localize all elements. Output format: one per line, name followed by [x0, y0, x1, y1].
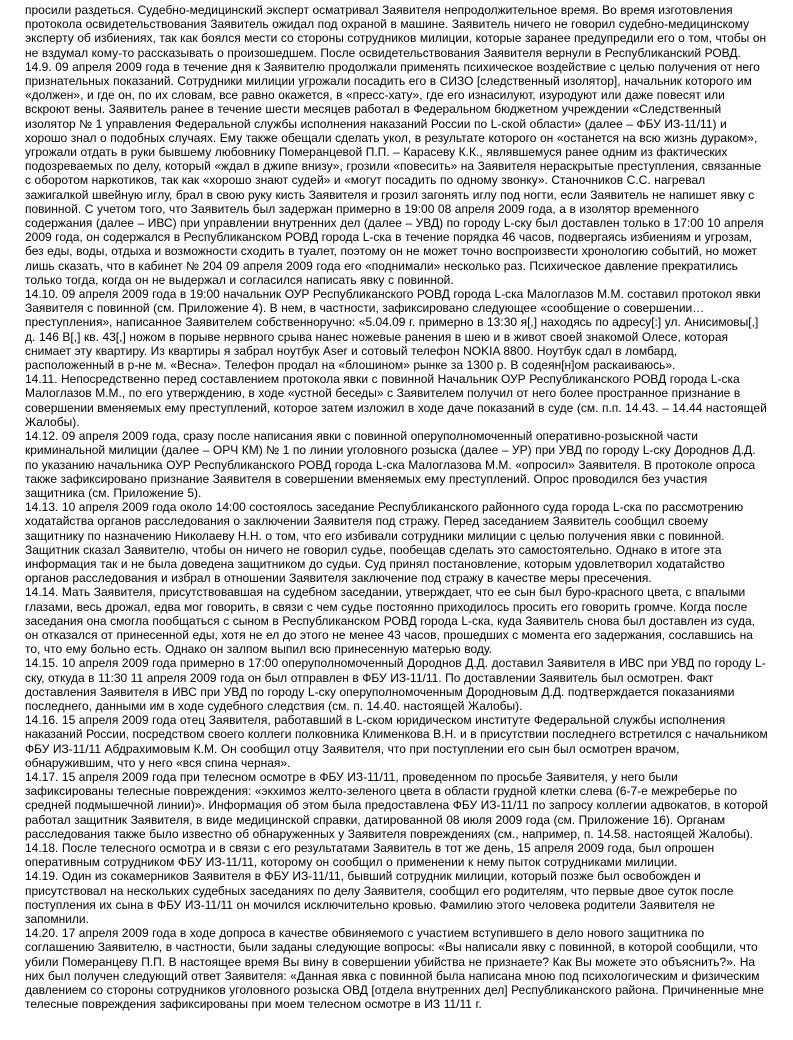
paragraph-14-9: 14.9. 09 апреля 2009 года в течение дня к Заявителю продолжали применять психическое воздействие с целью получения от него признательных показаний. Сотрудники милиции угрожали посадить его в СИЗО [следственный изолятор], начальник которого им «должен», и где он, по их словам, все равно окажется, в «пресс-хату», где его изнасилуют, изуродуют или даже повесят или вскроют вены. Заявитель ранее в течение шести месяцев работал в Федеральном бюджетном учреждении «Следственный изолятор № 1 управления Федеральной службы исполнения наказаний России по L-ской области» (далее – ФБУ ИЗ-11/11) и хорошо знал о подобных случаях. Ему также обещали сделать укол, в результате которого он «останется на всю жизнь дураком», угрожали отдать в руки бывшему любовнику Померанцевой П.П. – Карасеву К.К., являвшемуся ранее одним из фактических подозреваемых по делу, который «ждал в джипе внизу», грозили «повесить» на Заявителя нераскрытые преступления, связанные с оборотом наркотиков, так как «хорошо знают судей» и «могут посадить по одному звонку». Станочников С.С. нагревал зажигалкой швейную иглу, брал в свою руку кисть Заявителя и грозил загонять иглу под ногти, если Заявитель не напишет явку с повинной. С учетом того, что Заявитель был задержан примерно в 19:00 08 апреля 2009 года, а в изолятор временного содержания (далее – ИВС) при управлении внутренних дел (далее – УВД) по городу L-ску был доставлен только в 17:00 10 апреля 2009 года, он содержался в Республиканском РОВД города L-ска в течение порядка 46 часов, подвергаясь избиениям и угрозам, без еды, воды, отдыха и возможности сходить в туалет, поэтому он не может точно воспроизвести хронологию событий, но может лишь сказать, что в кабинет № 204 09 апреля 2009 года его «поднимали» несколько раз. Психическое давление прекратились только тогда, когда он не выдержал и согласился написать явку с повинной. [25, 59, 764, 287]
paragraph-continuation: просили раздеться. Судебно-медицинский эксперт осматривал Заявителя непродолжительное время. Во время изготовления протокола освидетельствования Заявитель ожидал под охраной в машине. Заявитель ничего не говорил судебно-медицинскому эксперту об избиениях, так как боялся мести со стороны сотрудников милиции, которые заранее предупредили его о том, чтобы он не вздумал кому-то рассказывать о произошедшем. После освидетельствования Заявителя вернули в Республиканский РОВД. [25, 3, 767, 60]
paragraph-14-10: 14.10. 09 апреля 2009 года в 19:00 начальник ОУР Республиканского РОВД города L-ска Малоглазов М.М. составил протокол явки Заявителя с повинной (см. Приложение 4). В нем, в частности, зафиксировано следующее «сообщение о совершении… преступления», написанное Заявителем собственноручно: «5.04.09 г. примерно в 13:30 я[,] находясь по адресу[:] ул. Анисимовы[,] д. 146 В[,] кв. 43[,] ножом в порыве нервного срыва нанес ножевые ранения в шею и в живот своей знакомой Олесе, которая снимает эту квартиру. Из квартиры я забрал ноутбук Aser и сотовый телефон NOKIA 8800. Ноутбук сдал в ломбард, расположенный в р-не м. «Весна». Телефон продал на «блошином» рынке за 1300 р. В содеян[н]ом раскаиваюсь». [25, 287, 761, 373]
paragraph-14-17: 14.17. 15 апреля 2009 года при телесном осмотре в ФБУ ИЗ-11/11, проведенном по просьбе Заявителя, у него были зафиксированы телесные повреждения: «экхимоз желто-зеленого цвета в области грудной клетки слева (6-7-е межреберье по средней подмышечной линии)». Информация об этом была предоставлена ФБУ ИЗ-11/11 по запросу коллегии адвокатов, в которой работал защитник Заявителя, в виде медицинской справки, датированной 08 июля 2009 года (см. Приложение 16). Органам расследования также было известно об обнаруженных у Заявителя повреждениях (см., например, п. 14.58. настоящей Жалобы). [25, 769, 768, 841]
paragraph-14-20: 14.20. 17 апреля 2009 года в ходе допроса в качестве обвиняемого с участием вступившего в дело нового защитника по соглашению Заявителю, в частности, были заданы следующие вопросы: «Вы написали явку с повинной, в которой сообщили, что убили Померанцеву П.П. В настоящее время Вы вину в совершении убийства не признаете? Как Вы можете это объяснить?». На них был получен следующий ответ Заявителя: «Данная явка с повинной была написана мною под психологическим и физическим давлением со стороны сотрудников уголовного розыска ОВД [отдела внутренних дел] Республиканского района. Причиненные мне телесные повреждения зафиксированы при моем телесном осмотре в ИЗ 11/11 г. [25, 926, 764, 1012]
paragraph-14-13: 14.13. 10 апреля 2009 года около 14:00 состоялось заседание Республиканского районного суда города L-ска по рассмотрению ходатайства органов расследования о заключении Заявителя под стражу. Перед заседанием Заявитель сообщил своему защитнику по назначению Николаеву Н.Н. о том, что его избивали сотрудники милиции с целью получения явки с повинной. Защитник сказал Заявителю, чтобы он ничего не говорил судье, пообещав сделать это самостоятельно. Однако в итоге эта информация так и не была доведена защитником до судьи. Суд принял постановление, которым удовлетворил ходатайство органов расследования и избрал в отношении Заявителя заключение под стражу в качестве меры пресечения. [25, 500, 744, 586]
paragraph-14-11: 14.11. Непосредственно перед составлением протокола явки с повинной Начальник ОУР Республиканского РОВД города L-ска Малоглазов М.М., по его утверждению, в ходе «устной беседы» с Заявителем получил от него более пространное признание в совершении вменяемых ему преступлений, которое затем изложил в ходе даче показаний в суде (см. п.п. 14.43. – 14.44 настоящей Жалобы). [25, 372, 767, 429]
paragraph-14-14: 14.14. Мать Заявителя, присутствовавшая на судебном заседании, утверждает, что ее сын был буро-красного цвета, с впалыми глазами, весь дрожал, едва мог говорить, в связи с чем судье постоянно приходилось просить его говорить громче. Когда после заседания она смогла пообщаться с сыном в Республиканском РОВД города L-ска, куда Заявитель снова был доставлен из суда, он отказался от принесенной еды, хотя не ел до этого не менее 43 часов, прошедших с момента его задержания, сославшись на то, что ему больно есть. Однако он залпом выпил всю принесенную матерью воду. [25, 585, 755, 657]
paragraph-14-15: 14.15. 10 апреля 2009 года примерно в 17:00 оперуполномоченный Дороднов Д.Д. доставил Заявителя в ИВС при УВД по городу L-ску, откуда в 11:30 11 апреля 2009 года он был отправлен в ФБУ ИЗ-11/11. По доставлении Заявитель был осмотрен. Факт доставления Заявителя в ИВС при УВД по городу L-ску оперуполномоченным Дородновым Д.Д. подтверждается показаниями последнего, данными им в ходе судебного следствия (см. п. 14.40. настоящей Жалобы). [25, 656, 766, 713]
paragraph-14-12: 14.12. 09 апреля 2009 года, сразу после написания явки с повинной оперуполномоченный оперативно-розыскной части криминальной милиции (далее – ОРЧ КМ) № 1 по линии уголовного розыска (далее – УР) при УВД по городу L-ску Дороднов Д.Д. по указанию начальника ОУР Республиканского РОВД города L-ска Малоглазова М.М. «опросил» Заявителя. В протоколе опроса также зафиксировано признание Заявителя в совершении вменяемых ему преступлений. Опрос проводился без участия защитника (см. Приложение 5). [25, 429, 756, 500]
paragraph-14-19: 14.19. Один из сокамерников Заявителя в ФБУ ИЗ-11/11, бывший сотрудник милиции, который позже был освобожден и присутствовал на нескольких судебных заседаниях по делу Заявителя, сообщил его родителям, что первые двое суток после поступления их сына в ФБУ ИЗ-11/11 он мочился исключительно кровью. Фамилию этого человека родители Заявителя не запомнили. [25, 869, 734, 926]
paragraph-14-16: 14.16. 15 апреля 2009 года отец Заявителя, работавший в L-ском юридическом институте Федеральной службы исполнения наказаний России, посредством своего коллеги полковника Клименкова В.Н. и в присутствии последнего встретился с начальником ФБУ ИЗ-11/11 Абдрахимовым К.М. Он сообщил отцу Заявителя, что при поступлении его сын был осмотрен врачом, обнаружившим, что у него «вся спина черная». [25, 713, 768, 770]
paragraph-14-18: 14.18. После телесного осмотра и в связи с его результатами Заявитель в тот же день, 15 апреля 2009 года, был опрошен оперативным сотрудником ФБУ ИЗ-11/11, которому он сообщил о применении к нему пыток сотрудниками милиции. [25, 840, 715, 870]
